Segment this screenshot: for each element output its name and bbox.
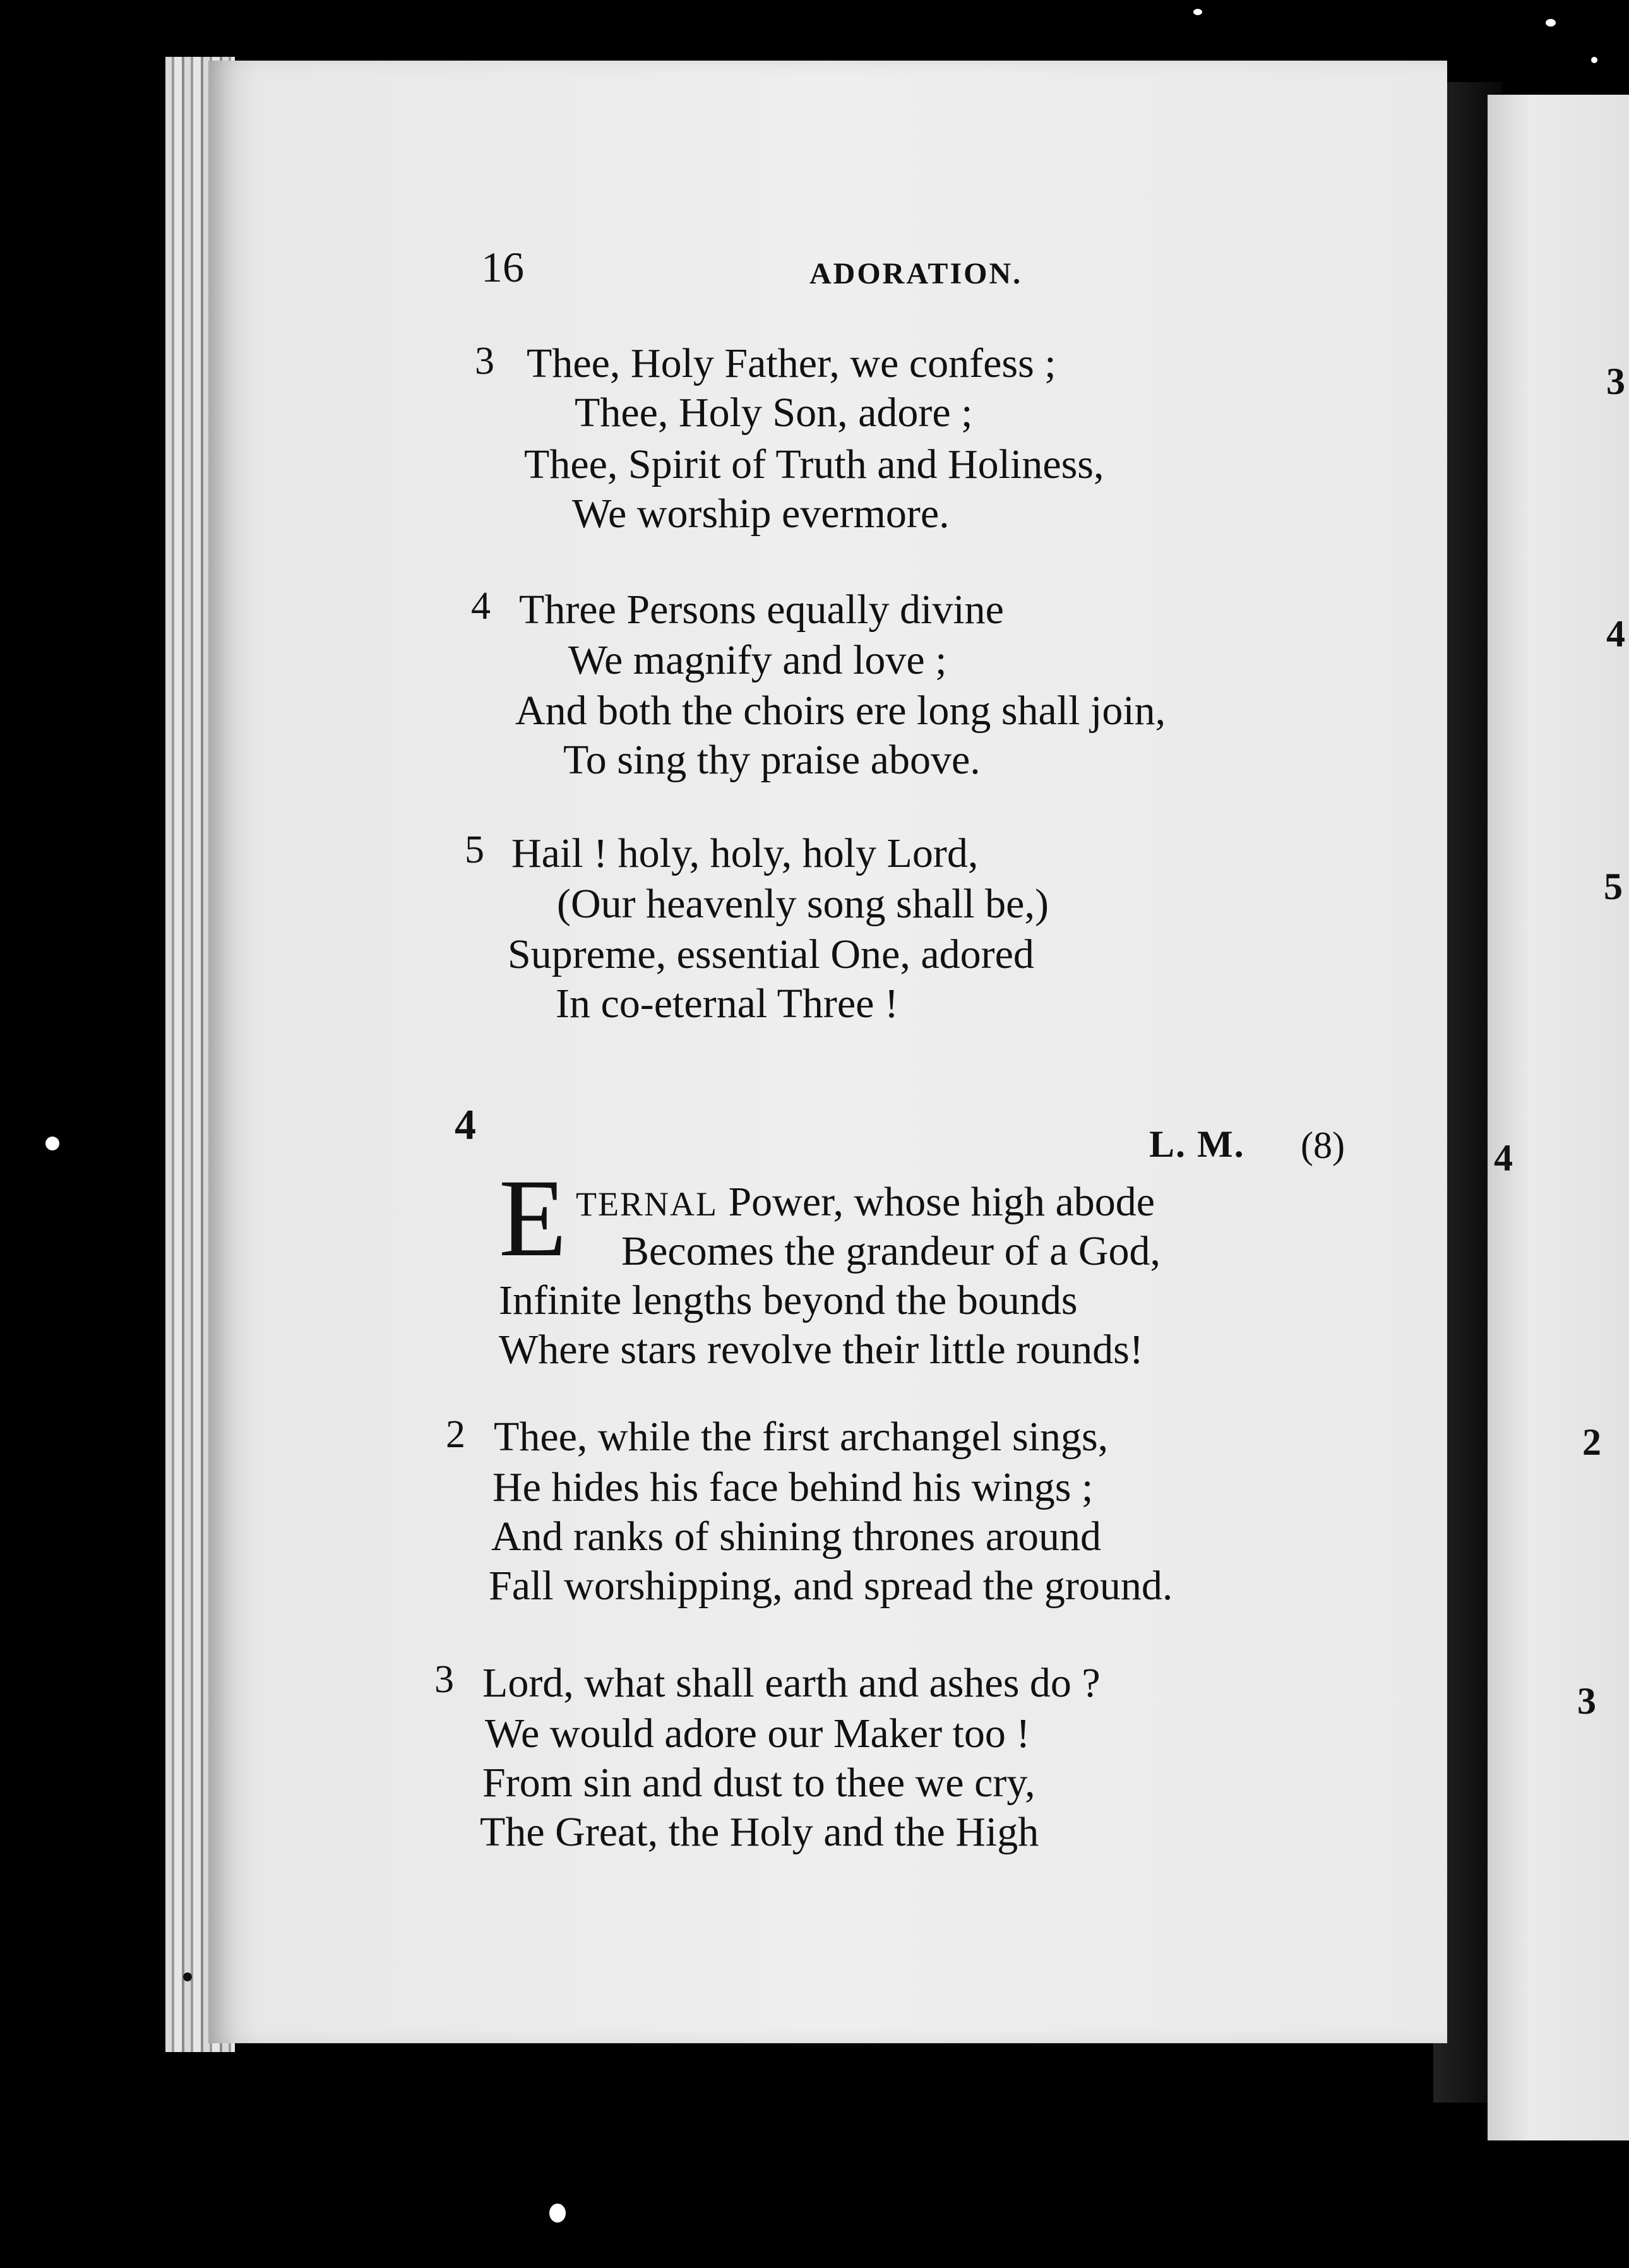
- page-header: [481, 242, 1049, 293]
- verse-line: And both the choirs ere long shall join,: [515, 688, 1166, 734]
- verse-line: We worship evermore.: [572, 491, 950, 537]
- verse-line: Hail ! holy, holy, holy Lord,: [511, 830, 979, 876]
- hymn-meter: L. M.: [1149, 1123, 1245, 1165]
- scan-speck: [1546, 19, 1556, 27]
- next-page-number: 4: [1494, 1137, 1513, 1179]
- verse-line: Infinite lengths beyond the bounds: [499, 1277, 1078, 1323]
- verse-line: (Our heavenly song shall be,): [557, 881, 1049, 927]
- verse-number: 3: [475, 340, 494, 383]
- verse-line: Three Persons equally divine: [519, 587, 1004, 633]
- verse-number: 2: [446, 1413, 465, 1456]
- verse-number: 3: [434, 1658, 454, 1701]
- verse-line-text: Power, whose high abode: [728, 1179, 1155, 1225]
- scan-speck: [1591, 57, 1597, 63]
- next-page-number: 2: [1582, 1421, 1601, 1463]
- running-head: ADORATION.: [809, 257, 1023, 290]
- verse-line: Becomes the grandeur of a God,: [621, 1228, 1161, 1274]
- verse-line: Where stars revolve their little rounds!: [499, 1327, 1143, 1373]
- verse-line: Thee, while the first archangel sings,: [494, 1414, 1109, 1460]
- tune-number: (8): [1301, 1125, 1345, 1166]
- next-page-number: 4: [1606, 613, 1625, 655]
- scan-speck: [549, 2204, 566, 2223]
- next-page-number: 3: [1577, 1680, 1596, 1722]
- drop-cap: E: [499, 1157, 567, 1280]
- verse-line: We magnify and love ;: [568, 637, 947, 683]
- verse-line: Thee, Holy Father, we confess ;: [527, 340, 1056, 386]
- verse-line: Thee, Spirit of Truth and Holiness,: [524, 441, 1104, 487]
- verse-line: Fall worshipping, and spread the ground.: [489, 1563, 1173, 1609]
- verse-number: 5: [465, 828, 484, 871]
- verse-line: Lord, what shall earth and ashes do ?: [482, 1660, 1101, 1706]
- verse-line: From sin and dust to thee we cry,: [482, 1760, 1035, 1806]
- verse-line: We would adore our Maker too !: [485, 1710, 1030, 1757]
- first-word-small-caps: TERNAL: [576, 1185, 718, 1223]
- verse-line: And ranks of shining thrones around: [491, 1513, 1102, 1560]
- verse-line: In co-eternal Three !: [556, 981, 898, 1027]
- verse-number: 4: [471, 585, 491, 628]
- next-page-edge: [1488, 95, 1629, 2140]
- next-page-number: 3: [1606, 361, 1625, 402]
- verse-line: The Great, the Holy and the High: [480, 1809, 1039, 1855]
- verse-line: Thee, Holy Son, adore ;: [575, 390, 973, 436]
- verse-line: [576, 1179, 1155, 1227]
- scan-speck: [45, 1137, 59, 1150]
- hymn-number: 4: [455, 1101, 476, 1149]
- verse-line: Supreme, essential One, adored: [508, 931, 1034, 977]
- scan-speck: [1193, 9, 1202, 15]
- verse-line: He hides his face behind his wings ;: [492, 1464, 1094, 1510]
- page-number: 16: [481, 243, 524, 291]
- next-page-number: 5: [1604, 866, 1623, 907]
- scan-dot: [183, 1973, 192, 1981]
- verse-line: To sing thy praise above.: [563, 737, 981, 783]
